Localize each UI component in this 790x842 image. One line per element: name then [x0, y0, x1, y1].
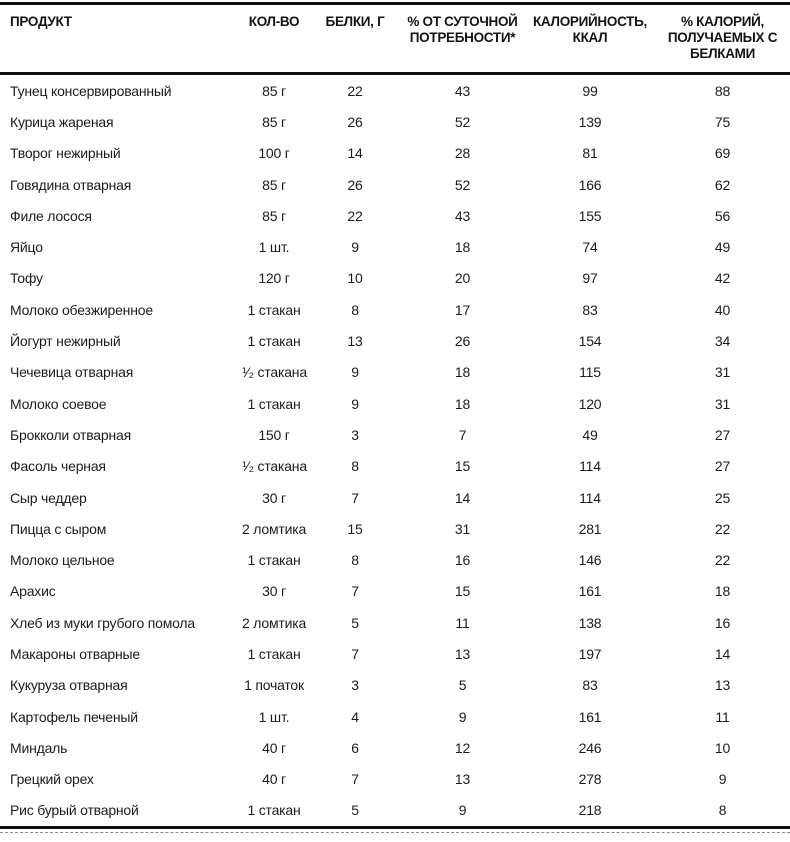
protein-calories-percent-cell: 62 [714, 176, 731, 193]
product-cell: Пицца с сыром [10, 520, 107, 537]
protein-cell: 13 [347, 333, 363, 350]
calories-cell: 83 [582, 301, 598, 318]
quantity-cell: 2 ломтика [242, 614, 307, 631]
table-row [0, 106, 790, 137]
column-header-calories: КАЛОРИЙНОСТЬ, ККАЛ [525, 4, 655, 74]
table-header [0, 4, 790, 74]
calories-cell: 146 [578, 552, 602, 569]
protein-calories-percent-cell: 22 [714, 520, 731, 537]
product-cell: Молоко соевое [10, 395, 107, 412]
protein-calories-percent-cell: 16 [714, 614, 731, 631]
daily-percent-cell: 9 [458, 802, 467, 819]
daily-percent-cell: 15 [454, 583, 471, 600]
calories-cell: 161 [578, 708, 602, 725]
quantity-cell: 2 ломтика [242, 520, 307, 537]
column-header-product: ПРОДУКТ [0, 4, 238, 74]
calories-cell: 281 [578, 520, 602, 537]
calories-cell: 246 [578, 739, 602, 756]
protein-calories-percent-cell: 49 [714, 239, 731, 256]
quantity-cell: 150 г [258, 426, 290, 443]
calories-cell: 74 [582, 239, 598, 256]
protein-cell: 4 [351, 708, 359, 725]
product-cell: Молоко обезжиренное [10, 301, 153, 318]
protein-calories-percent-cell: 25 [714, 489, 731, 506]
quantity-cell: 1 шт. [258, 708, 290, 725]
daily-percent-cell: 9 [458, 708, 467, 725]
quantity-cell: ¹⁄₂ стакана [242, 364, 307, 381]
protein-calories-percent-cell: 31 [714, 395, 731, 412]
daily-percent-cell: 31 [454, 520, 471, 537]
protein-calories-percent-cell: 9 [718, 771, 727, 788]
table-row [0, 294, 790, 325]
product-cell: Брокколи отварная [10, 426, 131, 443]
protein-calories-percent-cell: 27 [714, 426, 731, 443]
protein-cell: 3 [351, 677, 359, 694]
quantity-cell: 1 стакан [247, 395, 301, 412]
daily-percent-cell: 18 [454, 364, 471, 381]
daily-percent-cell: 13 [454, 645, 471, 662]
daily-percent-cell: 28 [454, 145, 471, 162]
calories-cell: 166 [578, 176, 602, 193]
protein-calories-percent-cell: 69 [714, 145, 731, 162]
column-header-protein-calories-percent: % КАЛОРИЙ, ПОЛУЧАЕМЫХ С БЕЛКАМИ [655, 4, 790, 74]
table-row [0, 451, 790, 482]
protein-cell: 7 [351, 583, 359, 600]
protein-calories-percent-cell: 27 [714, 458, 731, 475]
daily-percent-cell: 20 [454, 270, 471, 287]
daily-percent-cell: 18 [454, 239, 471, 256]
protein-calories-percent-cell: 42 [714, 270, 731, 287]
calories-cell: 49 [582, 426, 598, 443]
product-cell: Рис бурый отварной [10, 802, 139, 819]
quantity-cell: 1 стакан [247, 645, 301, 662]
table-row [0, 200, 790, 231]
header-row [0, 4, 790, 74]
protein-cell: 7 [351, 489, 359, 506]
daily-percent-cell: 12 [454, 739, 471, 756]
table-row [0, 638, 790, 669]
column-header-protein: БЕЛКИ, Г [310, 4, 400, 74]
quantity-cell: 30 г [262, 583, 286, 600]
table-row [0, 795, 790, 828]
calories-cell: 278 [578, 771, 602, 788]
product-cell: Курица жареная [10, 113, 114, 130]
table-row [0, 764, 790, 795]
bottom-dotted-rule [0, 832, 790, 833]
protein-calories-percent-cell: 22 [714, 552, 731, 569]
calories-cell: 139 [578, 113, 602, 130]
table-row [0, 576, 790, 607]
quantity-cell: 40 г [262, 739, 286, 756]
table-row [0, 388, 790, 419]
protein-cell: 26 [347, 113, 363, 130]
protein-cell: 3 [351, 426, 359, 443]
product-cell: Макароны отварные [10, 645, 141, 662]
protein-cell: 14 [347, 145, 363, 162]
daily-percent-cell: 52 [454, 176, 471, 193]
product-cell: Кукуруза отварная [10, 677, 128, 694]
daily-percent-cell: 26 [454, 333, 471, 350]
quantity-cell: 100 г [258, 145, 290, 162]
daily-percent-cell: 18 [454, 395, 471, 412]
table-row [0, 419, 790, 450]
product-cell: Хлеб из муки грубого помола [10, 614, 195, 631]
protein-cell: 8 [351, 552, 359, 569]
quantity-cell: 1 стакан [247, 301, 301, 318]
protein-calories-percent-cell: 18 [714, 583, 731, 600]
table-body [0, 74, 790, 828]
product-cell: Йогурт нежирный [10, 333, 121, 350]
protein-cell: 22 [347, 207, 363, 224]
calories-cell: 114 [579, 489, 601, 506]
table-row [0, 732, 790, 763]
protein-cell: 26 [347, 176, 363, 193]
daily-percent-cell: 43 [454, 207, 471, 224]
product-cell: Говядина отварная [10, 176, 132, 193]
calories-cell: 99 [582, 82, 598, 99]
quantity-cell: 85 г [262, 82, 286, 99]
table-row [0, 74, 790, 107]
calories-cell: 114 [579, 458, 601, 475]
calories-cell: 115 [579, 364, 601, 381]
protein-cell: 9 [351, 395, 359, 412]
product-cell: Фасоль черная [10, 458, 106, 475]
column-header-quantity: КОЛ-ВО [238, 4, 310, 74]
protein-calories-percent-cell: 8 [718, 802, 727, 819]
calories-cell: 218 [578, 802, 602, 819]
quantity-cell: 1 стакан [247, 333, 301, 350]
table-row [0, 670, 790, 701]
product-cell: Чечевица отварная [10, 364, 134, 381]
product-cell: Арахис [10, 583, 56, 600]
calories-cell: 97 [582, 270, 598, 287]
daily-percent-cell: 5 [458, 677, 467, 694]
quantity-cell: 85 г [262, 207, 286, 224]
protein-cell: 15 [347, 520, 363, 537]
table-row [0, 513, 790, 544]
quantity-cell: ¹⁄₂ стакана [242, 458, 307, 475]
protein-calories-percent-cell: 34 [714, 333, 731, 350]
protein-cell: 9 [351, 364, 359, 381]
daily-percent-cell: 52 [454, 113, 471, 130]
protein-calories-percent-cell: 13 [714, 677, 731, 694]
table-row [0, 231, 790, 262]
quantity-cell: 1 стакан [247, 552, 301, 569]
protein-calories-percent-cell: 75 [714, 113, 731, 130]
product-cell: Яйцо [10, 239, 43, 256]
calories-cell: 120 [578, 395, 602, 412]
protein-calories-percent-cell: 88 [714, 82, 731, 99]
protein-cell: 7 [351, 771, 359, 788]
quantity-cell: 120 г [258, 270, 290, 287]
protein-cell: 8 [351, 301, 359, 318]
protein-calories-percent-cell: 14 [714, 645, 731, 662]
protein-cell: 22 [347, 82, 363, 99]
daily-percent-cell: 11 [455, 614, 470, 631]
table-row [0, 169, 790, 200]
protein-calories-percent-cell: 10 [714, 739, 731, 756]
table-row [0, 138, 790, 169]
product-cell: Грецкий орех [10, 771, 94, 788]
calories-cell: 155 [578, 207, 602, 224]
quantity-cell: 85 г [262, 113, 286, 130]
product-cell: Тунец консервированный [10, 82, 172, 99]
protein-cell: 9 [351, 239, 359, 256]
protein-calories-percent-cell: 56 [714, 207, 731, 224]
protein-cell: 5 [351, 614, 359, 631]
calories-cell: 197 [578, 645, 602, 662]
protein-cell: 8 [351, 458, 359, 475]
daily-percent-cell: 17 [454, 301, 471, 318]
quantity-cell: 1 шт. [258, 239, 290, 256]
table-row [0, 263, 790, 294]
daily-percent-cell: 16 [454, 552, 471, 569]
product-cell: Картофель печеный [10, 708, 138, 725]
daily-percent-cell: 43 [454, 82, 471, 99]
product-cell: Творог нежирный [10, 145, 121, 162]
protein-calories-percent-cell: 31 [714, 364, 731, 381]
product-cell: Тофу [10, 270, 43, 287]
daily-percent-cell: 13 [454, 771, 471, 788]
table-row [0, 701, 790, 732]
column-header-daily-requirement: % ОТ СУТОЧНОЙ ПОТРЕБНОСТИ* [400, 4, 525, 74]
calories-cell: 83 [582, 677, 598, 694]
protein-cell: 6 [351, 739, 359, 756]
daily-percent-cell: 7 [458, 426, 467, 443]
quantity-cell: 1 початок [244, 677, 304, 694]
product-cell: Филе лосося [10, 207, 92, 224]
product-cell: Молоко цельное [10, 552, 115, 569]
calories-cell: 81 [582, 145, 598, 162]
table-row [0, 544, 790, 575]
daily-percent-cell: 15 [454, 458, 471, 475]
table-row [0, 357, 790, 388]
calories-cell: 154 [578, 333, 602, 350]
protein-calories-percent-cell: 11 [715, 708, 730, 725]
table-row [0, 482, 790, 513]
product-cell: Сыр чеддер [10, 489, 87, 506]
protein-cell: 10 [347, 270, 363, 287]
calories-cell: 161 [578, 583, 602, 600]
calories-cell: 138 [578, 614, 602, 631]
table-row [0, 325, 790, 356]
protein-foods-table [0, 2, 790, 829]
quantity-cell: 30 г [262, 489, 286, 506]
protein-cell: 5 [351, 802, 359, 819]
protein-cell: 7 [351, 645, 359, 662]
daily-percent-cell: 14 [454, 489, 471, 506]
product-cell: Миндаль [10, 739, 68, 756]
quantity-cell: 85 г [262, 176, 286, 193]
quantity-cell: 1 стакан [247, 802, 301, 819]
quantity-cell: 40 г [262, 771, 286, 788]
table-row [0, 607, 790, 638]
protein-calories-percent-cell: 40 [714, 301, 731, 318]
